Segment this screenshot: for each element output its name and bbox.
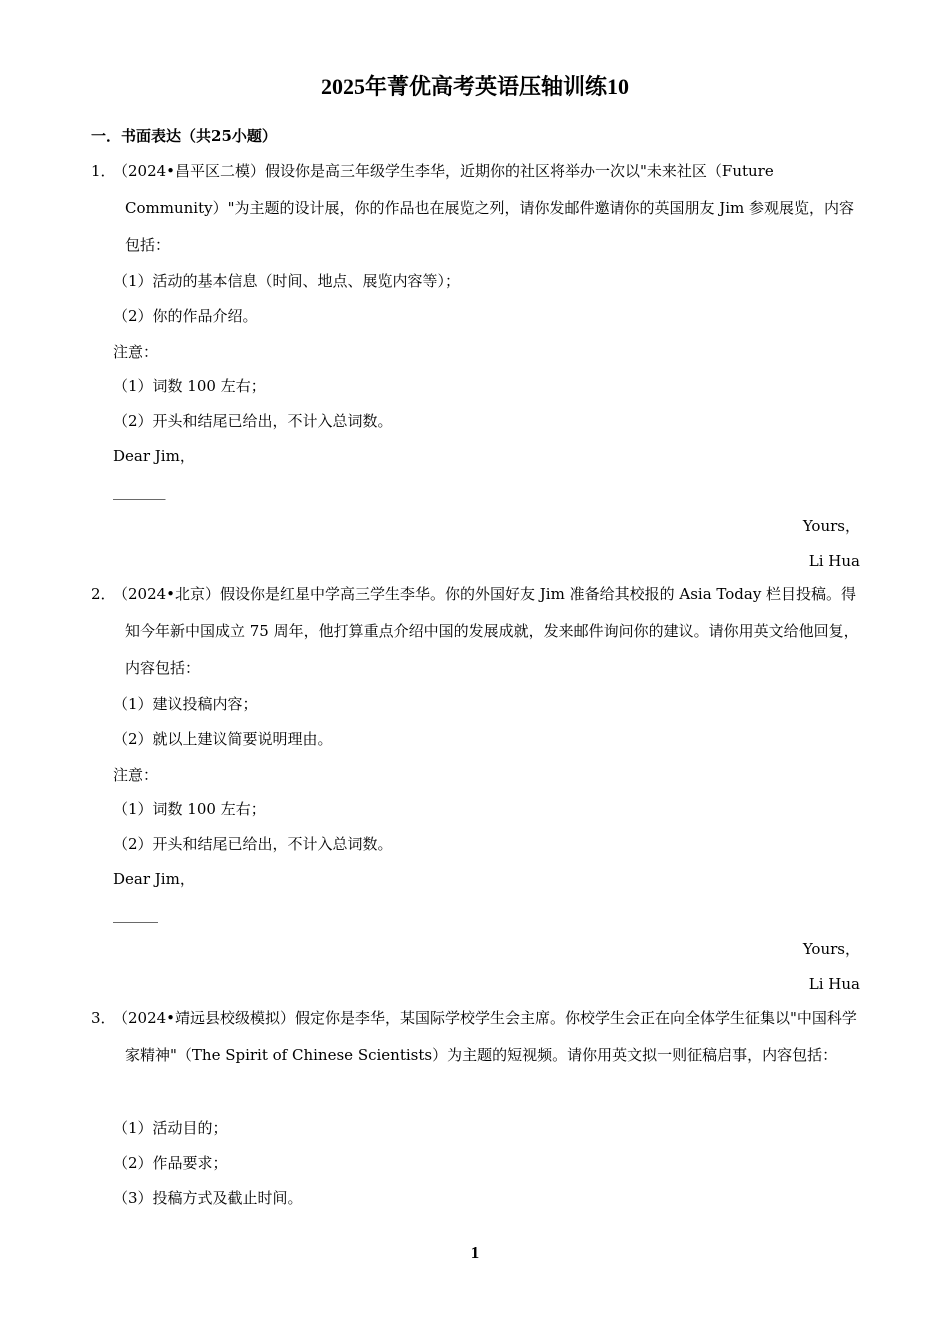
question-item: （1）词数 100 左右；: [113, 377, 266, 395]
question-item: （2）开头和结尾已给出，不计入总词数。: [113, 412, 393, 430]
answer-blank: _______: [113, 482, 166, 500]
greeting: Dear Jim，: [113, 447, 195, 465]
question-stem-text: （2024•昌平区二模）假设你是高三年级学生李华，近期你的社区将举办一次以"未来社区（Future Community）"为主题的设计展，你的作品也在展览之列，请你发邮件邀请你的英国朋友 Jim 参观展览，内容包括：: [113, 162, 855, 254]
question-item: （2）就以上建议简要说明理由。: [113, 730, 333, 748]
question-item: 注意：: [113, 343, 159, 361]
question-item: （2）开头和结尾已给出，不计入总词数。: [113, 835, 393, 853]
signature: Li Hua: [808, 975, 860, 993]
question-stem-text: （2024•靖远县校级模拟）假定你是李华，某国际学校学生会主席。你校学生会正在向全体学生征集以"中国科学家精神"（The Spirit of Chinese Scientists）为主题的短视频。请你用英文拟一则征稿启事，内容包括：: [113, 1009, 857, 1064]
closing: Yours，: [802, 517, 860, 535]
question-stem: [113, 153, 865, 264]
signature: Li Hua: [808, 552, 860, 570]
question-number: 1．: [91, 162, 116, 180]
question-item: （3）投稿方式及截止时间。: [113, 1189, 303, 1207]
answer-blank: ______: [113, 905, 158, 923]
page-number: 1: [470, 1243, 480, 1262]
question-item: （1）活动的基本信息（时间、地点、展览内容等）；: [113, 272, 461, 290]
closing: Yours，: [802, 940, 860, 958]
question-stem-text: （2024•北京）假设你是红星中学高三学生李华。你的外国好友 Jim 准备给其校报的 Asia Today 栏目投稿。得知今年新中国成立 75 周年，他打算重点介绍中国的发展成就，发来邮件询问你的建议。请你用英文给他回复，内容包括：: [113, 585, 859, 677]
question-item: （2）你的作品介绍。: [113, 307, 258, 325]
question-item: （2）作品要求；: [113, 1154, 228, 1172]
question-item: 注意：: [113, 766, 159, 784]
question-stem: [113, 1000, 865, 1074]
question-stem: [113, 576, 865, 687]
question-number: 2．: [91, 585, 116, 603]
page-title: 2025年菁优高考英语压轴训练10: [320, 74, 629, 99]
question-number: 3．: [91, 1009, 116, 1027]
section-heading: 一．书面表达（共25小题）: [91, 127, 277, 145]
question-item: （1）活动目的；: [113, 1119, 228, 1137]
greeting: Dear Jim，: [113, 870, 195, 888]
question-item: （1）词数 100 左右；: [113, 800, 266, 818]
question-item: （1）建议投稿内容；: [113, 695, 258, 713]
